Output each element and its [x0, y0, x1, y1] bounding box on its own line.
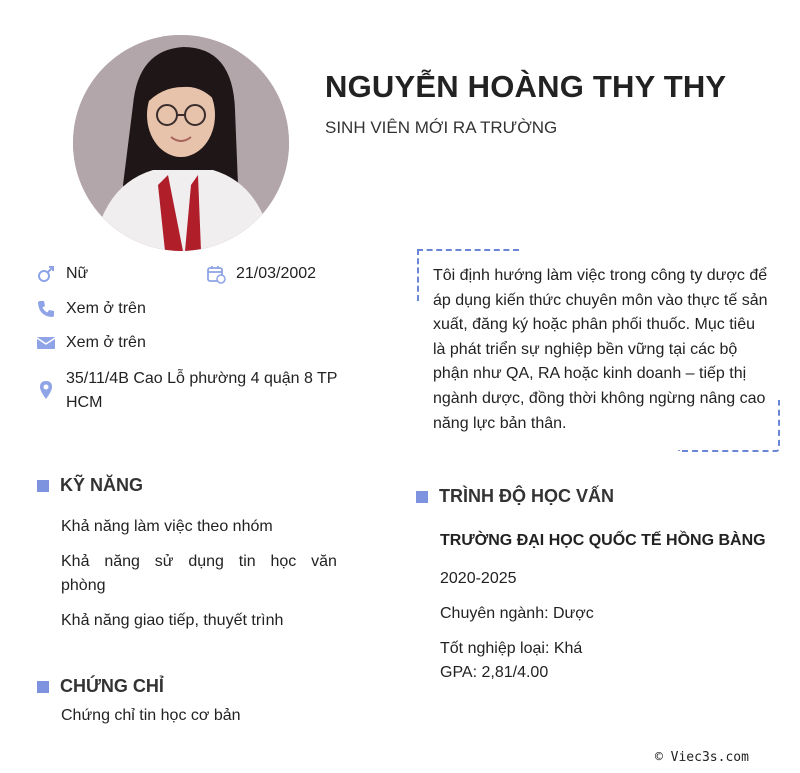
- gender-value: Nữ: [66, 265, 89, 282]
- email-row: [36, 331, 146, 355]
- education-title: TRÌNH ĐỘ HỌC VẤN: [439, 486, 614, 506]
- profile-photo-illustration: [73, 35, 289, 251]
- section-bullet-icon: [37, 681, 49, 693]
- section-bullet-icon: [416, 491, 428, 503]
- section-bullet-icon: [37, 480, 49, 492]
- profile-photo: [73, 35, 289, 251]
- address-row: [36, 367, 337, 415]
- education-gpa: GPA: 2,81/4.00: [440, 664, 549, 681]
- location-icon: [36, 380, 56, 400]
- phone-icon: [36, 299, 56, 319]
- career-objective-box: [417, 249, 780, 452]
- education-grade: Tốt nghiệp loại: Khá: [440, 640, 583, 657]
- phone-value: Xem ở trên: [66, 300, 146, 317]
- skill-item: [61, 550, 337, 598]
- job-title: SINH VIÊN MỚI RA TRƯỜNG: [325, 118, 558, 137]
- calendar-icon: [206, 264, 226, 284]
- career-objective-text: Tôi định hướng làm việc trong công ty dược để áp dụng kiến thức chuyên môn vào thực tế sản xuất, đăng ký hoặc phân phối thuốc. Mục tiêu là phát triển sự nghiệp bền vững tại các bộ phận như QA, RA hoặc kinh doanh – tiếp thị ngành dược, đồng thời không ngừng nâng cao năng lực bản thân.: [433, 267, 768, 432]
- school-name: TRƯỜNG ĐẠI HỌC QUỐC TẾ HỒNG BÀNG: [440, 532, 766, 549]
- address-value: [66, 367, 337, 415]
- skills-title: KỸ NĂNG: [60, 475, 144, 495]
- skill-item-line-2: phòng: [61, 577, 106, 594]
- gender-row: [36, 262, 88, 286]
- education-years: 2020-2025: [440, 570, 517, 587]
- watermark-credit: © Viec3s.com: [655, 750, 749, 765]
- birthdate-row: [206, 262, 316, 286]
- address-line-1: 35/11/4B Cao Lỗ phường 4 quận 8 TP: [66, 370, 338, 387]
- certificates-title: CHỨNG CHỈ: [60, 676, 164, 696]
- education-heading: [416, 486, 614, 507]
- skills-heading: [37, 475, 143, 496]
- skill-item: Khả năng làm việc theo nhóm: [61, 518, 273, 535]
- birthdate-value: 21/03/2002: [236, 265, 317, 282]
- address-line-2: HCM: [66, 394, 103, 411]
- certificates-heading: [37, 676, 164, 697]
- email-value: Xem ở trên: [66, 334, 146, 351]
- education-major: Chuyên ngành: Dược: [440, 605, 594, 622]
- certificate-item: Chứng chỉ tin học cơ bản: [61, 707, 241, 724]
- skill-item-line-1: Khả năng sử dụng tin học văn: [61, 553, 337, 570]
- full-name: NGUYỄN HOÀNG THY THY: [325, 69, 727, 104]
- skill-item: Khả năng giao tiếp, thuyết trình: [61, 612, 284, 629]
- phone-row: [36, 297, 146, 321]
- gender-icon: [36, 264, 56, 284]
- email-icon: [36, 333, 56, 353]
